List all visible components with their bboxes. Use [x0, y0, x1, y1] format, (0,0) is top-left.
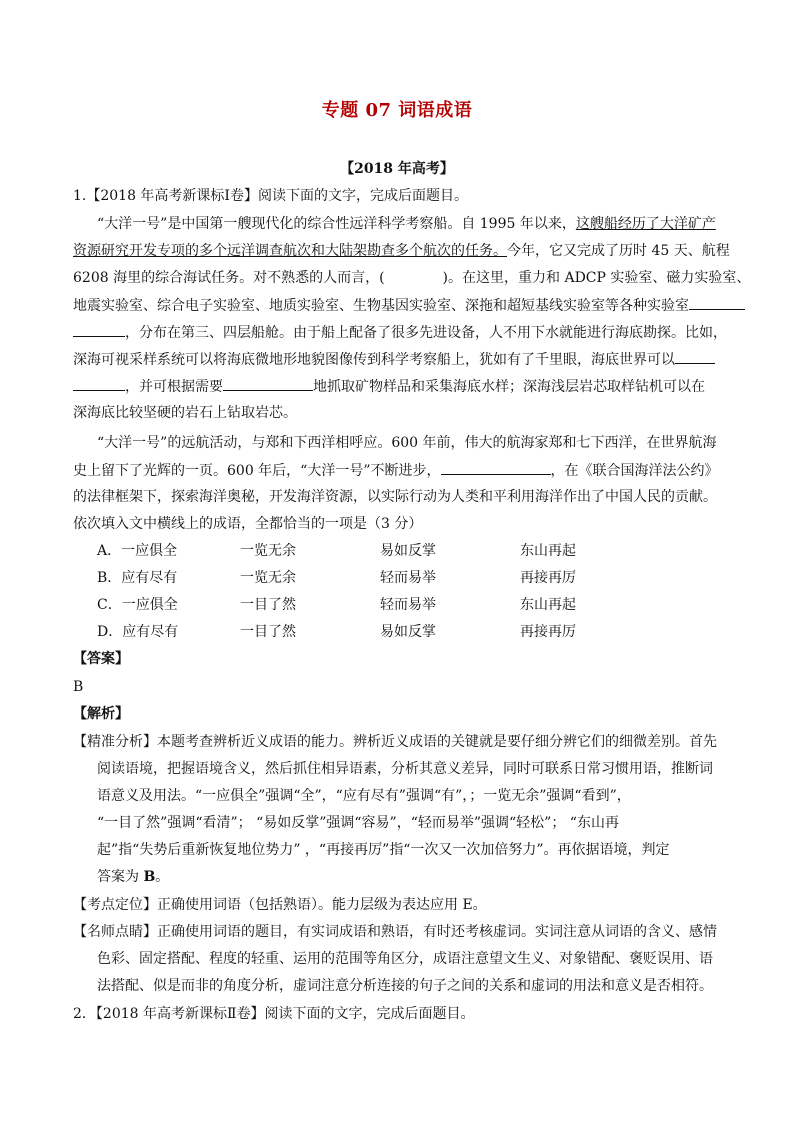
question-prompt: 依次填入文中横线上的成语，全都恰当的一项是（3 分）	[73, 516, 423, 532]
fill-blank	[223, 376, 313, 391]
analysis-label: 【解析】	[73, 706, 129, 722]
analysis-line: 起”指“失势后重新恢复地位势力” ，“再接再厉”指“一次又一次加倍努力”。再依据语境，判定	[97, 842, 670, 858]
fill-blank	[675, 349, 715, 364]
question-2-header: 2．【2018 年高考新课标Ⅱ卷】阅读下面的文字，完成后面题目。	[73, 1006, 475, 1022]
page-title: 专题 07 词语成语	[321, 100, 473, 121]
analysis-line: 【精准分析】本题考查辨析近义成语的能力。辨析近义成语的关键就是要仔细分辨它们的细微差别。首先	[73, 734, 717, 750]
fill-blank	[73, 376, 125, 391]
passage-line: ，分布在第三、四层船舱。由于船上配备了很多先进设备，人不用下水就能进行海底勘探。比如，	[73, 322, 723, 343]
passage-line: “大洋一号”的远航活动，与郑和下西洋相呼应。600 年前，伟大的航海家郑和七下西洋，在世界航海	[97, 435, 717, 451]
passage-line: 6208 海里的综合海试任务。对不熟悉的人而言，( )。在这里，重力和 ADCP 实验室、磁力实验室、	[73, 270, 751, 286]
fill-blank	[441, 460, 551, 475]
passage-line: “大洋一号”是中国第一艘现代化的综合性远洋科学考察船。自 1995 年以来，这艘船经历了大洋矿产	[97, 216, 716, 232]
question-1-header: 1.【2018 年高考新课标Ⅰ卷】阅读下面的文字，完成后面题目。	[73, 188, 468, 204]
kaodian-line: 【考点定位】正确使用词语（包括熟语）。能力层级为表达应用 E。	[73, 897, 487, 913]
passage-line: 资源研究开发专项的多个远洋调查航次和大陆架勘查多个航次的任务。今年，它又完成了历时 45 天、航程	[73, 243, 730, 259]
mingshi-line: 【名师点睛】正确使用词语的题目，有实词成语和熟语，有时还考核虚词。实词注意从词语的含义、感情	[73, 924, 717, 940]
passage-line: 的法律框架下，探索海洋奥秘，开发海洋资源，以实际行动为人类和平利用海洋作出了中国人民的贡献。	[73, 489, 717, 505]
answer-value: B	[73, 679, 84, 695]
analysis-line: “一目了然”强调“看清”； “易如反掌”强调“容易”，“轻而易举”强调“轻松”； “东山再	[97, 815, 619, 831]
analysis-line: 语意义及用法。“一应俱全”强调“全”，“应有尽有”强调“有”，；一览无余”强调“看到”，	[97, 788, 631, 804]
section-heading: 【2018 年高考】	[340, 161, 454, 177]
analysis-line: 答案为 B。	[97, 869, 170, 885]
underlined-sentence: 资源研究开发专项的多个远洋调查航次和大陆架勘查多个航次的任务。	[73, 243, 507, 259]
fill-blank	[73, 322, 125, 337]
passage-line: 深海底比较坚硬的岩石上钻取岩芯。	[73, 405, 297, 421]
mingshi-line: 色彩、固定搭配、程度的轻重、运用的范围等角区分，成语注意望文生义、对象错配、褒贬误用、语	[97, 951, 713, 967]
passage-line: 深海可视采样系统可以将海底微地形地貌图像传到科学考察船上，犹如有了千里眼，海底世界可以	[73, 349, 723, 370]
fill-blank	[689, 295, 745, 310]
passage-line: 史上留下了光辉的一页。600 年后，“大洋一号”不断进步， ，在《联合国海洋法公约》	[73, 460, 723, 481]
answer-label: 【答案】	[73, 651, 129, 667]
mingshi-line: 法搭配、似是而非的角度分析，虚词注意分析连接的句子之间的关系和虚词的用法和意义是否相符。	[97, 978, 713, 994]
passage-line: 地震实验室、综合电子实验室、地质实验室、生物基因实验室、深拖和超短基线实验室等各种实验室	[73, 295, 723, 316]
analysis-line: 阅读语境，把握语境含义，然后抓住相异语素，分析其意义差异，同时可联系日常习惯用语，推断词	[97, 761, 713, 777]
underlined-sentence: 这艘船经历了大洋矿产	[575, 216, 716, 232]
passage-line: ，并可根据需要 地抓取矿物样品和采集海底水样；深海浅层岩芯取样钻机可以在	[73, 376, 723, 397]
document-page: 专题 07 词语成语 【2018 年高考】 1.【2018 年高考新课标Ⅰ卷】阅读下面的文字，完成后面题目。 “大洋一号”是中国第一艘现代化的综合性远洋科学考察船。自 1995 年以来，这艘船经历了大洋矿产 资源研究开发专项的多个远洋调查航次和大陆架勘查多个航次的任务。今年，它又完成了历时 45 天、航程 6208 海里的综合海试任务。对不熟悉的人而言，( )。在这里，重力和 ADCP 实验室、磁力实验室、 地震实验室、综合电子实验室、地质实验室、生物基因实验室、深拖和超短基线实验室等各种实验室 ，分布在第三、四层船舱。由于船上配备了很多先进设备，人不用下水就能进行海底勘探。比如， 深海可视采样系统可以将海底微地形地貌图像传到科学考察船上，犹如有了千里眼，海底世界可以 ，并可根据需要 地抓取矿物样品和采集海底水样；深海浅层岩芯取样钻机可以在 深海底比较坚硬的岩石上钻取岩芯。 “大洋一号”的远航活动，与郑和下西洋相呼应。600 年前，伟大的航海家郑和七下西洋，在世界航海 史上留下了光辉的一页。600 年后，“大洋一号”不断进步， ，在《联合国海洋法公约》 的法律框架下，探索海洋奥秘，开发海洋资源，以实际行动为人类和平利用海洋作出了中国人民的贡献。 依次填入文中横线上的成语，全都恰当的一项是（3 分） A．一应俱全 一览无余 易如反掌 东山再起 B．应有尽有 一览无余 轻而易举 再接再厉 C．一应俱全 一目了然 轻而易举 东山再起 D．应有尽有 一目了然 易如反掌 再接再厉 【答案】 B 【解析】 【精准分析】本题考查辨析近义成语的能力。辨析近义成语的关键就是要仔细分辨它们的细微差别。首先 阅读语境，把握语境含义，然后抓住相异语素，分析其意义差异，同时可联系日常习惯用语，推断词 语意义及用法。“一应俱全”强调“全”，“应有尽有”强调“有”，；一览无余”强调“看到”， “一目了然”强调“看清”； “易如反掌”强调“容易”，“轻而易举”强调“轻松”； “东山再 起”指“失势后重新恢复地位势力” ，“再接再厉”指“一次又一次加倍努力”。再依据语境，判定 答案为 B。 【考点定位】正确使用词语（包括熟语）。能力层级为表达应用 E。 【名师点睛】正确使用词语的题目，有实词成语和熟语，有时还考核虚词。实词注意从词语的含义、感情 色彩、固定搭配、程度的轻重、运用的范围等角区分，成语注意望文生义、对象错配、褒贬误用、语 法搭配、似是而非的角度分析，虚词注意分析连接的句子之间的关系和虚词的用法和意义是否相符。 2．【2018 年高考新课标Ⅱ卷】阅读下面的文字，完成后面题目。	[0, 0, 794, 1123]
